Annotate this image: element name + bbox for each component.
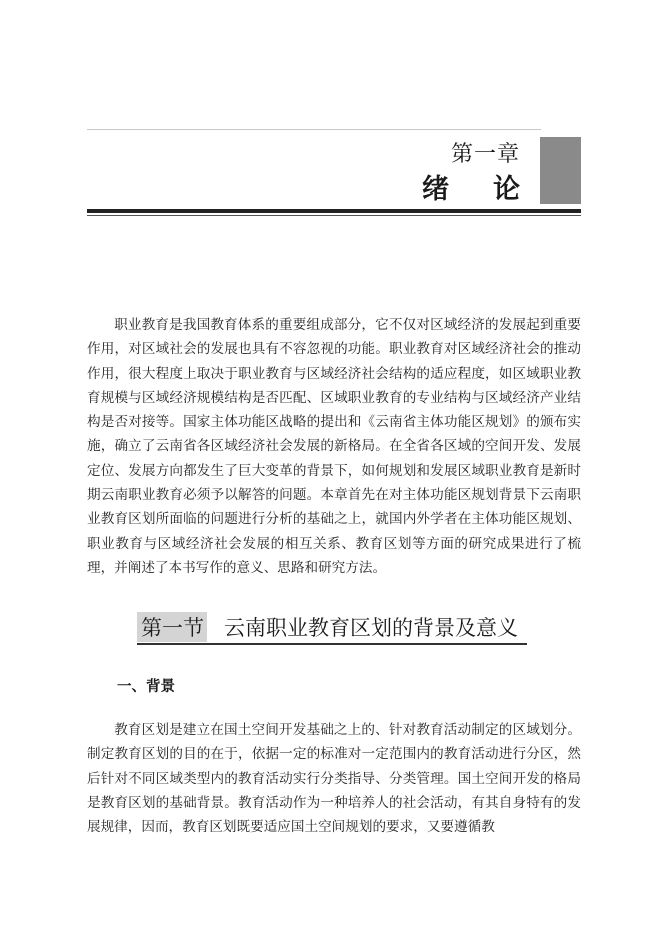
section-heading-text	[141, 614, 518, 642]
section-heading	[137, 612, 527, 648]
intro-paragraph: 职业教育是我国教育体系的重要组成部分，它不仅对区域经济的发展起到重要作用，对区域社会的发展也具有不容忽视的功能。职业教育对区域经济社会的推动作用，很大程度上取决于职业教育与区域经济社会结构的适应程度，如区域职业教育规模与区域经济规模结构是否匹配、区域职业教育的专业结构与区域经济产业结构是否对接等。国家主体功能区战略的提出和《云南省主体功能区规划》的颁布实施，确立了云南省各区域经济社会发展的新格局。在全省各区域的空间开发、发展定位、发展方向都发生了巨大变革的背景下，如何规划和发展区域职业教育是新时期云南职业教育必须予以解答的问题。本章首先在对主体功能区规划背景下云南职业教育区划所面临的问题进行分析的基础之上，就国内外学者在主体功能区规划、职业教育与区域经济社会发展的相互关系、教育区划等方面的研究成果进行了梳理，并阐述了本书写作的意义、思路和研究方法。	[87, 317, 581, 576]
section-number: 第一节	[141, 616, 204, 640]
chapter-header-thick-rule	[87, 209, 581, 213]
background-paragraph: 教育区划是建立在国土空间开发基础之上的、针对教育活动制定的区域划分。制定教育区划的目的在于，依据一定的标准对一定范围内的教育活动进行分区，然后针对不同区域类型内的教育活动实行分类指导、分类管理。国土空间开发的格局是教育区划的基础背景。教育活动作为一种培养人的社会活动，有其自身特有的发展规律，因而，教育区划既要适应国土空间规划的要求，又要遵循教	[87, 722, 581, 836]
chapter-header-thin-rule	[87, 215, 581, 216]
chapter-header-top-rule	[87, 129, 541, 130]
section-heading-underline	[137, 643, 527, 645]
subsection-heading: 一、背景	[117, 679, 175, 695]
chapter-title: 绪论	[422, 174, 564, 205]
section-title: 云南职业教育区划的背景及意义	[224, 616, 518, 640]
chapter-number: 第一章	[450, 142, 520, 167]
